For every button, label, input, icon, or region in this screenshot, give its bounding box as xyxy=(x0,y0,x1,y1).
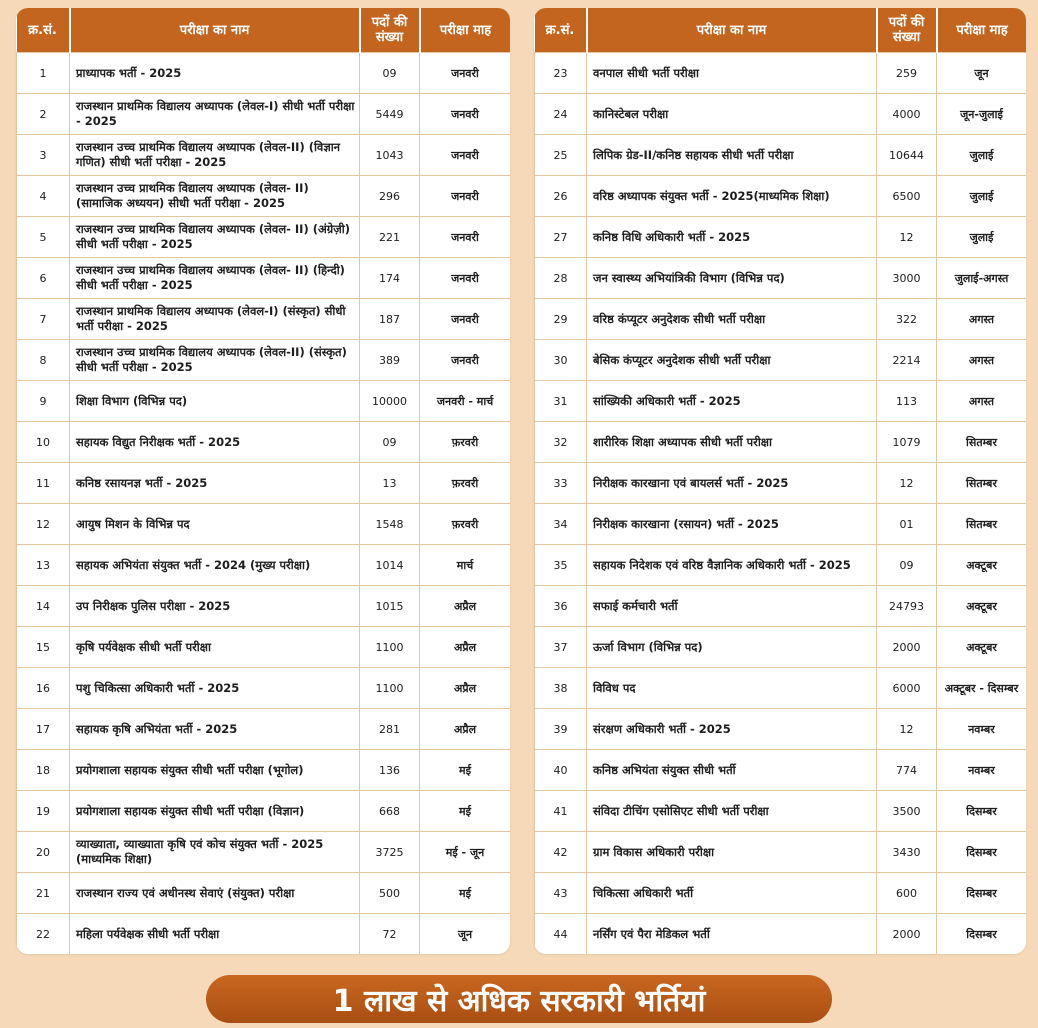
cell-exam-name: नर्सिंग एवं पैरा मेडिकल भर्ती xyxy=(587,914,877,955)
header-exam-name: परीक्षा का नाम xyxy=(587,8,877,53)
table-row xyxy=(535,668,1027,709)
cell-exam-name: कनिष्ठ विधि अधिकारी भर्ती - 2025 xyxy=(587,217,877,258)
table-row xyxy=(17,914,511,955)
cell-exam-month: सितम्बर xyxy=(937,463,1027,504)
cell-post-count: 10644 xyxy=(877,135,937,176)
cell-exam-month: जून xyxy=(420,914,511,955)
cell-serial-number: 5 xyxy=(17,217,70,258)
table-row xyxy=(17,94,511,135)
cell-post-count: 322 xyxy=(877,299,937,340)
cell-serial-number: 12 xyxy=(17,504,70,545)
cell-serial-number: 13 xyxy=(17,545,70,586)
exam-table-right xyxy=(534,8,1026,954)
cell-post-count: 668 xyxy=(360,791,420,832)
cell-exam-month: सितम्बर xyxy=(937,422,1027,463)
cell-exam-month: अगस्त xyxy=(937,340,1027,381)
cell-exam-name: बेसिक कंप्यूटर अनुदेशक सीधी भर्ती परीक्षा xyxy=(587,340,877,381)
cell-exam-month: दिसम्बर xyxy=(937,914,1027,955)
cell-post-count: 09 xyxy=(877,545,937,586)
table-row xyxy=(17,258,511,299)
cell-exam-name: राजस्थान उच्च प्राथमिक विद्यालय अध्यापक (लेवल-II) (संस्कृत) सीधी भर्ती परीक्षा - 2025 xyxy=(70,340,360,381)
cell-serial-number: 2 xyxy=(17,94,70,135)
cell-exam-month: मई xyxy=(420,873,511,914)
cell-exam-name: सफाई कर्मचारी भर्ती xyxy=(587,586,877,627)
cell-serial-number: 28 xyxy=(535,258,587,299)
cell-serial-number: 7 xyxy=(17,299,70,340)
cell-exam-month: अक्टूबर xyxy=(937,586,1027,627)
cell-post-count: 136 xyxy=(360,750,420,791)
cell-exam-name: संरक्षण अधिकारी भर्ती - 2025 xyxy=(587,709,877,750)
cell-exam-name: ऊर्जा विभाग (विभिन्न पद) xyxy=(587,627,877,668)
exam-table-left xyxy=(16,8,510,954)
cell-exam-month: दिसम्बर xyxy=(937,832,1027,873)
cell-post-count: 113 xyxy=(877,381,937,422)
cell-exam-month: फ़रवरी xyxy=(420,463,511,504)
cell-exam-name: वरिष्ठ अध्यापक संयुक्त भर्ती - 2025(माध्यमिक शिक्षा) xyxy=(587,176,877,217)
cell-exam-name: राजस्थान राज्य एवं अधीनस्थ सेवाएं (संयुक्त) परीक्षा xyxy=(70,873,360,914)
cell-exam-month: जुलाई xyxy=(937,135,1027,176)
table-row xyxy=(17,586,511,627)
cell-exam-name: पशु चिकित्सा अधिकारी भर्ती - 2025 xyxy=(70,668,360,709)
cell-serial-number: 8 xyxy=(17,340,70,381)
cell-serial-number: 20 xyxy=(17,832,70,873)
table-row xyxy=(17,750,511,791)
cell-exam-name: वरिष्ठ कंप्यूटर अनुदेशक सीधी भर्ती परीक्षा xyxy=(587,299,877,340)
summary-banner: 1 लाख से अधिक सरकारी भर्तियां xyxy=(206,975,832,1023)
cell-post-count: 221 xyxy=(360,217,420,258)
cell-exam-month: जुलाई-अगस्त xyxy=(937,258,1027,299)
cell-exam-month: जून xyxy=(937,53,1027,94)
cell-exam-name: सांख्यिकी अधिकारी भर्ती - 2025 xyxy=(587,381,877,422)
table-row xyxy=(17,299,511,340)
cell-exam-name: राजस्थान उच्च प्राथमिक विद्यालय अध्यापक (लेवल- II) (सामाजिक अध्ययन) सीधी भर्ती परीक्षा - 2025 xyxy=(70,176,360,217)
table-row xyxy=(535,381,1027,422)
cell-exam-month: अगस्त xyxy=(937,381,1027,422)
table-row xyxy=(17,709,511,750)
cell-serial-number: 34 xyxy=(535,504,587,545)
cell-exam-name: चिकित्सा अधिकारी भर्ती xyxy=(587,873,877,914)
cell-exam-month: जुलाई xyxy=(937,176,1027,217)
cell-serial-number: 11 xyxy=(17,463,70,504)
cell-serial-number: 25 xyxy=(535,135,587,176)
cell-serial-number: 15 xyxy=(17,627,70,668)
table-row xyxy=(535,299,1027,340)
cell-serial-number: 23 xyxy=(535,53,587,94)
cell-exam-name: राजस्थान उच्च प्राथमिक विद्यालय अध्यापक (लेवल-II) (विज्ञान गणित) सीधी भर्ती परीक्षा - 2025 xyxy=(70,135,360,176)
cell-exam-month: जनवरी xyxy=(420,53,511,94)
cell-exam-name: राजस्थान उच्च प्राथमिक विद्यालय अध्यापक (लेवल- II) (हिन्दी) सीधी भर्ती परीक्षा - 2025 xyxy=(70,258,360,299)
cell-exam-month: मई - जून xyxy=(420,832,511,873)
cell-exam-name: निरीक्षक कारखाना (रसायन) भर्ती - 2025 xyxy=(587,504,877,545)
cell-post-count: 09 xyxy=(360,422,420,463)
cell-exam-name: कृषि पर्यवेक्षक सीधी भर्ती परीक्षा xyxy=(70,627,360,668)
header-post-count: पदों की संख्या xyxy=(360,8,420,53)
cell-post-count: 12 xyxy=(877,463,937,504)
cell-exam-month: दिसम्बर xyxy=(937,873,1027,914)
cell-exam-name: सहायक निदेशक एवं वरिष्ठ वैज्ञानिक अधिकारी भर्ती - 2025 xyxy=(587,545,877,586)
table-body xyxy=(17,53,511,955)
cell-post-count: 296 xyxy=(360,176,420,217)
cell-serial-number: 17 xyxy=(17,709,70,750)
cell-serial-number: 10 xyxy=(17,422,70,463)
cell-exam-month: सितम्बर xyxy=(937,504,1027,545)
cell-serial-number: 3 xyxy=(17,135,70,176)
cell-post-count: 6000 xyxy=(877,668,937,709)
table-row xyxy=(17,463,511,504)
cell-post-count: 10000 xyxy=(360,381,420,422)
cell-exam-month: अप्रैल xyxy=(420,668,511,709)
table-row xyxy=(535,217,1027,258)
cell-serial-number: 38 xyxy=(535,668,587,709)
header-post-count: पदों की संख्या xyxy=(877,8,937,53)
cell-post-count: 3500 xyxy=(877,791,937,832)
cell-serial-number: 41 xyxy=(535,791,587,832)
cell-serial-number: 42 xyxy=(535,832,587,873)
table-row xyxy=(17,627,511,668)
cell-post-count: 13 xyxy=(360,463,420,504)
cell-post-count: 174 xyxy=(360,258,420,299)
table-row xyxy=(17,791,511,832)
cell-serial-number: 14 xyxy=(17,586,70,627)
cell-post-count: 1079 xyxy=(877,422,937,463)
cell-serial-number: 26 xyxy=(535,176,587,217)
cell-serial-number: 44 xyxy=(535,914,587,955)
cell-post-count: 1100 xyxy=(360,668,420,709)
cell-exam-name: व्याख्याता, व्याख्याता कृषि एवं कोच संयुक्त भर्ती - 2025 (माध्यमिक शिक्षा) xyxy=(70,832,360,873)
cell-post-count: 12 xyxy=(877,217,937,258)
table-row xyxy=(535,709,1027,750)
cell-serial-number: 1 xyxy=(17,53,70,94)
header-serial-number: क्र.सं. xyxy=(17,8,70,53)
cell-post-count: 1015 xyxy=(360,586,420,627)
cell-serial-number: 31 xyxy=(535,381,587,422)
table-row xyxy=(535,422,1027,463)
cell-post-count: 281 xyxy=(360,709,420,750)
cell-post-count: 24793 xyxy=(877,586,937,627)
table-row xyxy=(535,750,1027,791)
cell-post-count: 4000 xyxy=(877,94,937,135)
cell-post-count: 259 xyxy=(877,53,937,94)
cell-post-count: 6500 xyxy=(877,176,937,217)
cell-post-count: 187 xyxy=(360,299,420,340)
cell-exam-name: शारीरिक शिक्षा अध्यापक सीधी भर्ती परीक्षा xyxy=(587,422,877,463)
cell-exam-month: मई xyxy=(420,750,511,791)
header-exam-month: परीक्षा माह xyxy=(420,8,511,53)
cell-serial-number: 43 xyxy=(535,873,587,914)
cell-exam-name: जन स्वास्थ्य अभियांत्रिकी विभाग (विभिन्न पद) xyxy=(587,258,877,299)
cell-exam-month: दिसम्बर xyxy=(937,791,1027,832)
cell-serial-number: 36 xyxy=(535,586,587,627)
table-row xyxy=(535,94,1027,135)
cell-exam-name: लिपिक ग्रेड-II/कनिष्ठ सहायक सीधी भर्ती परीक्षा xyxy=(587,135,877,176)
cell-serial-number: 32 xyxy=(535,422,587,463)
cell-post-count: 72 xyxy=(360,914,420,955)
cell-serial-number: 9 xyxy=(17,381,70,422)
cell-exam-month: जनवरी xyxy=(420,176,511,217)
cell-exam-month: जनवरी xyxy=(420,217,511,258)
cell-exam-name: सहायक विद्युत निरीक्षक भर्ती - 2025 xyxy=(70,422,360,463)
cell-post-count: 774 xyxy=(877,750,937,791)
cell-serial-number: 29 xyxy=(535,299,587,340)
cell-exam-month: जुलाई xyxy=(937,217,1027,258)
cell-exam-name: राजस्थान उच्च प्राथमिक विद्यालय अध्यापक (लेवल- II) (अंग्रेज़ी) सीधी भर्ती परीक्षा - 2025 xyxy=(70,217,360,258)
cell-exam-name: आयुष मिशन के विभिन्न पद xyxy=(70,504,360,545)
cell-exam-month: जनवरी xyxy=(420,135,511,176)
cell-serial-number: 6 xyxy=(17,258,70,299)
cell-serial-number: 18 xyxy=(17,750,70,791)
cell-exam-month: फ़रवरी xyxy=(420,504,511,545)
cell-exam-month: फ़रवरी xyxy=(420,422,511,463)
cell-post-count: 2000 xyxy=(877,914,937,955)
table-row xyxy=(535,627,1027,668)
exam-table xyxy=(16,8,510,954)
cell-exam-month: जनवरी xyxy=(420,258,511,299)
table-row xyxy=(535,176,1027,217)
cell-exam-month: जून-जुलाई xyxy=(937,94,1027,135)
cell-exam-month: अप्रैल xyxy=(420,586,511,627)
cell-serial-number: 33 xyxy=(535,463,587,504)
header-exam-name: परीक्षा का नाम xyxy=(70,8,360,53)
cell-exam-month: नवम्बर xyxy=(937,709,1027,750)
table-body xyxy=(535,53,1027,955)
cell-serial-number: 37 xyxy=(535,627,587,668)
table-row xyxy=(17,873,511,914)
cell-serial-number: 19 xyxy=(17,791,70,832)
cell-exam-month: जनवरी - मार्च xyxy=(420,381,511,422)
cell-serial-number: 35 xyxy=(535,545,587,586)
cell-serial-number: 16 xyxy=(17,668,70,709)
cell-post-count: 3430 xyxy=(877,832,937,873)
header-serial-number: क्र.सं. xyxy=(535,8,587,53)
table-row xyxy=(17,135,511,176)
table-row xyxy=(535,873,1027,914)
cell-exam-name: प्रयोगशाला सहायक संयुक्त सीधी भर्ती परीक्षा (भूगोल) xyxy=(70,750,360,791)
cell-exam-name: निरीक्षक कारखाना एवं बायलर्स भर्ती - 2025 xyxy=(587,463,877,504)
table-row xyxy=(17,340,511,381)
cell-exam-name: कानिस्टेबल परीक्षा xyxy=(587,94,877,135)
cell-post-count: 3725 xyxy=(360,832,420,873)
cell-exam-name: ग्राम विकास अधिकारी परीक्षा xyxy=(587,832,877,873)
table-row xyxy=(535,463,1027,504)
cell-serial-number: 24 xyxy=(535,94,587,135)
cell-exam-name: प्राध्यापक भर्ती - 2025 xyxy=(70,53,360,94)
cell-post-count: 5449 xyxy=(360,94,420,135)
cell-serial-number: 30 xyxy=(535,340,587,381)
cell-exam-name: राजस्थान प्राथमिक विद्यालय अध्यापक (लेवल-I) (संस्कृत) सीधी भर्ती परीक्षा - 2025 xyxy=(70,299,360,340)
cell-exam-name: कनिष्ठ रसायनज्ञ भर्ती - 2025 xyxy=(70,463,360,504)
cell-exam-name: संविदा टीचिंग एसोसिएट सीधी भर्ती परीक्षा xyxy=(587,791,877,832)
cell-post-count: 12 xyxy=(877,709,937,750)
cell-post-count: 3000 xyxy=(877,258,937,299)
cell-exam-name: राजस्थान प्राथमिक विद्यालय अध्यापक (लेवल-I) सीधी भर्ती परीक्षा - 2025 xyxy=(70,94,360,135)
exam-table xyxy=(534,8,1026,954)
table-row xyxy=(535,545,1027,586)
cell-exam-month: अक्टूबर - दिसम्बर xyxy=(937,668,1027,709)
cell-exam-name: कनिष्ठ अभियंता संयुक्त सीधी भर्ती xyxy=(587,750,877,791)
table-row xyxy=(17,545,511,586)
cell-exam-month: मई xyxy=(420,791,511,832)
cell-exam-name: शिक्षा विभाग (विभिन्न पद) xyxy=(70,381,360,422)
cell-serial-number: 27 xyxy=(535,217,587,258)
cell-exam-month: जनवरी xyxy=(420,94,511,135)
cell-exam-name: महिला पर्यवेक्षक सीधी भर्ती परीक्षा xyxy=(70,914,360,955)
cell-exam-month: अगस्त xyxy=(937,299,1027,340)
cell-exam-name: विविध पद xyxy=(587,668,877,709)
cell-exam-month: अप्रैल xyxy=(420,627,511,668)
cell-exam-month: अक्टूबर xyxy=(937,545,1027,586)
cell-exam-month: जनवरी xyxy=(420,340,511,381)
cell-exam-month: जनवरी xyxy=(420,299,511,340)
table-row xyxy=(535,258,1027,299)
cell-serial-number: 39 xyxy=(535,709,587,750)
table-row xyxy=(535,791,1027,832)
cell-post-count: 1548 xyxy=(360,504,420,545)
cell-exam-name: सहायक अभियंता संयुक्त भर्ती - 2024 (मुख्य परीक्षा) xyxy=(70,545,360,586)
table-row xyxy=(17,217,511,258)
table-row xyxy=(17,422,511,463)
table-row xyxy=(535,504,1027,545)
cell-post-count: 600 xyxy=(877,873,937,914)
cell-post-count: 2000 xyxy=(877,627,937,668)
cell-serial-number: 40 xyxy=(535,750,587,791)
table-row xyxy=(535,135,1027,176)
table-row xyxy=(17,668,511,709)
table-row xyxy=(17,176,511,217)
cell-exam-month: मार्च xyxy=(420,545,511,586)
cell-post-count: 1100 xyxy=(360,627,420,668)
cell-exam-month: अक्टूबर xyxy=(937,627,1027,668)
table-row xyxy=(535,53,1027,94)
table-row xyxy=(535,340,1027,381)
cell-post-count: 09 xyxy=(360,53,420,94)
cell-post-count: 500 xyxy=(360,873,420,914)
cell-post-count: 01 xyxy=(877,504,937,545)
table-row xyxy=(17,381,511,422)
cell-serial-number: 4 xyxy=(17,176,70,217)
cell-exam-name: प्रयोगशाला सहायक संयुक्त सीधी भर्ती परीक्षा (विज्ञान) xyxy=(70,791,360,832)
cell-exam-month: अप्रैल xyxy=(420,709,511,750)
table-row xyxy=(535,832,1027,873)
table-row xyxy=(17,53,511,94)
cell-post-count: 2214 xyxy=(877,340,937,381)
table-row xyxy=(535,914,1027,955)
cell-post-count: 1043 xyxy=(360,135,420,176)
table-row xyxy=(17,832,511,873)
table-row xyxy=(535,586,1027,627)
cell-serial-number: 22 xyxy=(17,914,70,955)
cell-exam-name: उप निरीक्षक पुलिस परीक्षा - 2025 xyxy=(70,586,360,627)
cell-post-count: 389 xyxy=(360,340,420,381)
table-row xyxy=(17,504,511,545)
cell-exam-name: वनपाल सीधी भर्ती परीक्षा xyxy=(587,53,877,94)
cell-exam-name: सहायक कृषि अभियंता भर्ती - 2025 xyxy=(70,709,360,750)
cell-serial-number: 21 xyxy=(17,873,70,914)
cell-exam-month: नवम्बर xyxy=(937,750,1027,791)
table-header-row xyxy=(535,8,1027,53)
header-exam-month: परीक्षा माह xyxy=(937,8,1027,53)
cell-post-count: 1014 xyxy=(360,545,420,586)
table-header-row xyxy=(17,8,511,53)
